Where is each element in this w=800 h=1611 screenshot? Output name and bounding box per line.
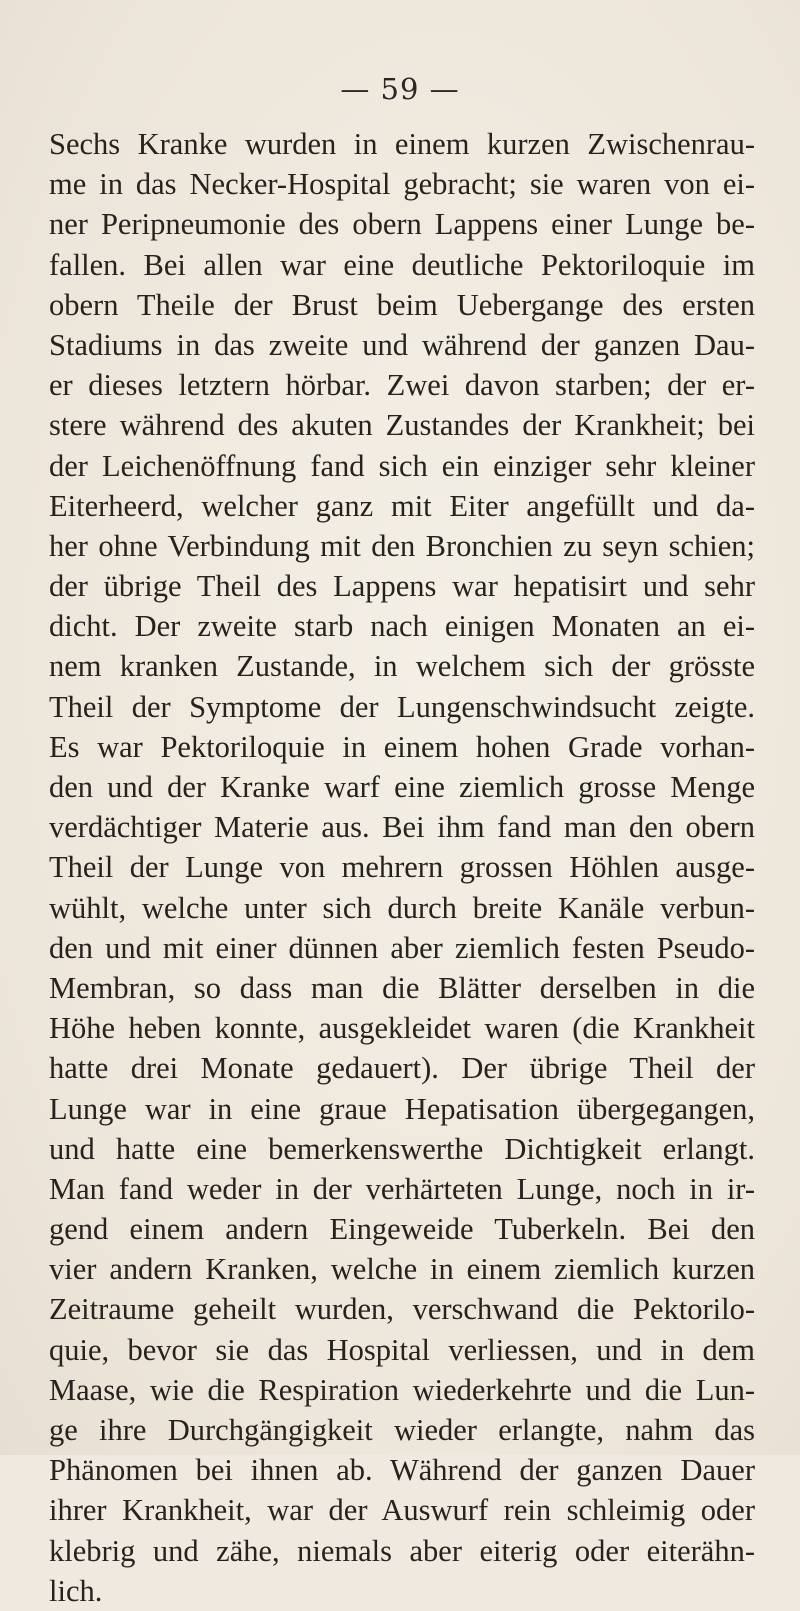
text-line: Maase, wie die Respiration wiederkehrte und die Lun- xyxy=(49,1372,755,1407)
text-line: den und der Kranke warf eine ziemlich grosse Menge xyxy=(49,770,755,804)
text-line: der Leichenöffnung fand sich ein einziger sehr kleiner xyxy=(49,448,755,483)
text-line: Zeitraume geheilt wurden, verschwand die Pektorilo- xyxy=(49,1292,755,1327)
text-line: dicht. Der zweite starb nach einigen Monaten an ei- xyxy=(49,609,755,644)
text-line: ner Peripneumonie des obern Lappens einer Lunge be- xyxy=(49,207,755,242)
text-line: der übrige Theil des Lappens war hepatisirt und sehr xyxy=(49,569,755,604)
text-line: quie, bevor sie das Hospital verliessen, und in dem xyxy=(49,1332,755,1367)
text-line: und hatte eine bemerkenswerthe Dichtigkeit erlangt. xyxy=(49,1131,755,1166)
text-line: lich. xyxy=(49,1573,103,1608)
text-line: me in das Necker-Hospital gebracht; sie waren von ei- xyxy=(49,167,755,202)
page-number: — 59 — xyxy=(340,72,460,106)
text-line: fallen. Bei allen war eine deutliche Pektoriloquie im xyxy=(49,247,755,282)
text-line: Phänomen bei ihnen ab. Während der ganzen Dauer xyxy=(49,1453,755,1488)
body-text xyxy=(49,124,755,1611)
text-line: ihrer Krankheit, war der Auswurf rein schleimig oder xyxy=(49,1493,755,1528)
text-line: gend einem andern Eingeweide Tuberkeln. Bei den xyxy=(49,1212,755,1247)
text-line: den und mit einer dünnen aber ziemlich festen Pseudo- xyxy=(49,930,755,965)
text-line: nem kranken Zustande, in welchem sich der grösste xyxy=(49,649,755,684)
text-line: ge ihre Durchgängigkeit wieder erlangte, nahm das xyxy=(49,1413,755,1447)
text-line: stere während des akuten Zustandes der Krankheit; bei xyxy=(49,408,755,443)
text-line: klebrig und zähe, niemals aber eiterig oder eiterähn- xyxy=(49,1533,755,1568)
text-line: obern Theile der Brust beim Uebergange des ersten xyxy=(49,287,755,322)
text-line: Theil der Symptome der Lungenschwindsucht zeigte. xyxy=(49,689,755,724)
text-line: Lunge war in eine graue Hepatisation übergegangen, xyxy=(49,1091,755,1126)
text-line: Eiterheerd, welcher ganz mit Eiter angefüllt und da- xyxy=(49,488,755,523)
text-line: Sechs Kranke wurden in einem kurzen Zwischenrau- xyxy=(49,127,755,161)
text-line: wühlt, welche unter sich durch breite Kanäle verbun- xyxy=(49,890,755,925)
text-line: Höhe heben konnte, ausgekleidet waren (die Krankheit xyxy=(49,1011,755,1046)
text-line: Es war Pektoriloquie in einem hohen Grade vorhan- xyxy=(49,729,755,764)
text-line: Membran, so dass man die Blätter derselben in die xyxy=(49,970,755,1005)
text-line: Man fand weder in der verhärteten Lunge, noch in ir- xyxy=(49,1171,755,1206)
text-line: verdächtiger Materie aus. Bei ihm fand man den obern xyxy=(49,810,755,845)
text-line: vier andern Kranken, welche in einem ziemlich kurzen xyxy=(49,1252,755,1287)
text-line: hatte drei Monate gedauert). Der übrige Theil der xyxy=(49,1051,755,1086)
text-line: her ohne Verbindung mit den Bronchien zu seyn schien; xyxy=(49,528,755,563)
text-line: er dieses letztern hörbar. Zwei davon starben; der er- xyxy=(49,368,755,403)
text-line: Stadiums in das zweite und während der ganzen Dau- xyxy=(49,327,755,362)
text-line: Theil der Lunge von mehrern grossen Höhlen ausge- xyxy=(49,850,755,885)
